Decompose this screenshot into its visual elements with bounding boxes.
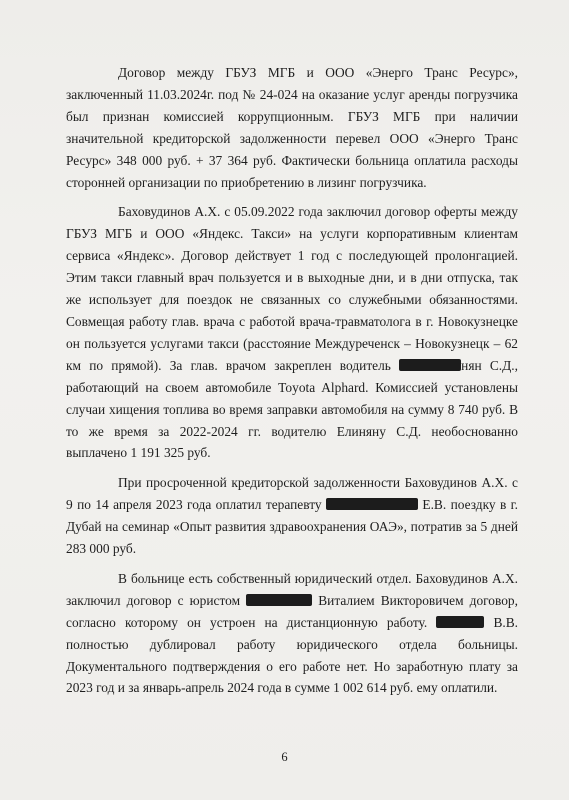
document-body bbox=[66, 62, 518, 707]
paragraph-lawyer bbox=[66, 568, 518, 699]
paragraph-text: При просроченной кредиторской задолженности Баховудинов А.Х. с 9 по 14 апреля 2023 года оплатил терапевту bbox=[66, 475, 518, 513]
paragraph-text: Е.В. поездку в г. Дубай на семинар «Опыт развития здравоохранения ОАЭ», потратив за 5 дней 283 000 руб. bbox=[66, 497, 518, 557]
redaction-block bbox=[399, 359, 461, 371]
paragraph-text: В больнице есть собственный юридический отдел. Баховудинов А.Х. заключил договор с юристом bbox=[66, 570, 518, 608]
paragraph-energo-trans bbox=[66, 62, 518, 193]
paragraph-text: нян С.Д., работающий на своем автомобиле Toyota Alphard. Комиссией установлены случаи хищения топлива во время заправки автомобиля на сумму 8 740 руб. В то же время за 2022-2024 гг. водителю Елиняну С.Д. необоснованно выплачено 1 191 325 руб. bbox=[66, 357, 518, 461]
paragraph-text: В.В. полностью дублировал работу юридического отдела больницы. Документального подтверждения о его работе нет. Но заработную плату за 2023 год и за январь-апрель 2024 года в сумме 1 002 614 руб. ему оплатили. bbox=[66, 614, 518, 696]
page-number: 6 bbox=[281, 750, 288, 764]
paragraph-text: Договор между ГБУЗ МГБ и ООО «Энерго Транс Ресурс», заключенный 11.03.2024г. под № 24-024 на оказание услуг аренды погрузчика был признан комиссией коррупционным. ГБУЗ МГБ при наличии значительной кредиторской задолженности перевел ООО «Энерго Транс Ресурс» 348 000 руб. + 37 364 руб. Фактически больница оплатила расходы сторонней организации по приобретению в лизинг погрузчика. bbox=[66, 65, 518, 190]
paragraph-yandex-taxi bbox=[66, 201, 518, 464]
paragraph-text: Баховудинов А.Х. с 05.09.2022 года заключил договор оферты между ГБУЗ МГБ и ООО «Яндекс. Такси» на услуги корпоративным клиентам сервиса «Яндекс». Договор действует 1 год с последующей пролонгацией. Этим такси главный врач пользуется и в выходные дни, и в дни отпуска, так же использует для поездок не связанных со служебными обязанностями. Совмещая работу глав. врача с работой врача-травматолога в г. Новокузнецке он пользуется услугами такси (расстояние Междуреченск – Новокузнецк – 62 км по прямой). За глав. врачом закреплен водитель bbox=[66, 204, 518, 373]
redaction-block bbox=[436, 616, 484, 628]
paragraph-text: Виталием Викторовичем договор, согласно которому он устроен на дистанционную работу. bbox=[66, 592, 518, 630]
paragraph-dubai-trip bbox=[66, 472, 518, 560]
redaction-block bbox=[326, 498, 418, 510]
redaction-block bbox=[246, 594, 312, 606]
